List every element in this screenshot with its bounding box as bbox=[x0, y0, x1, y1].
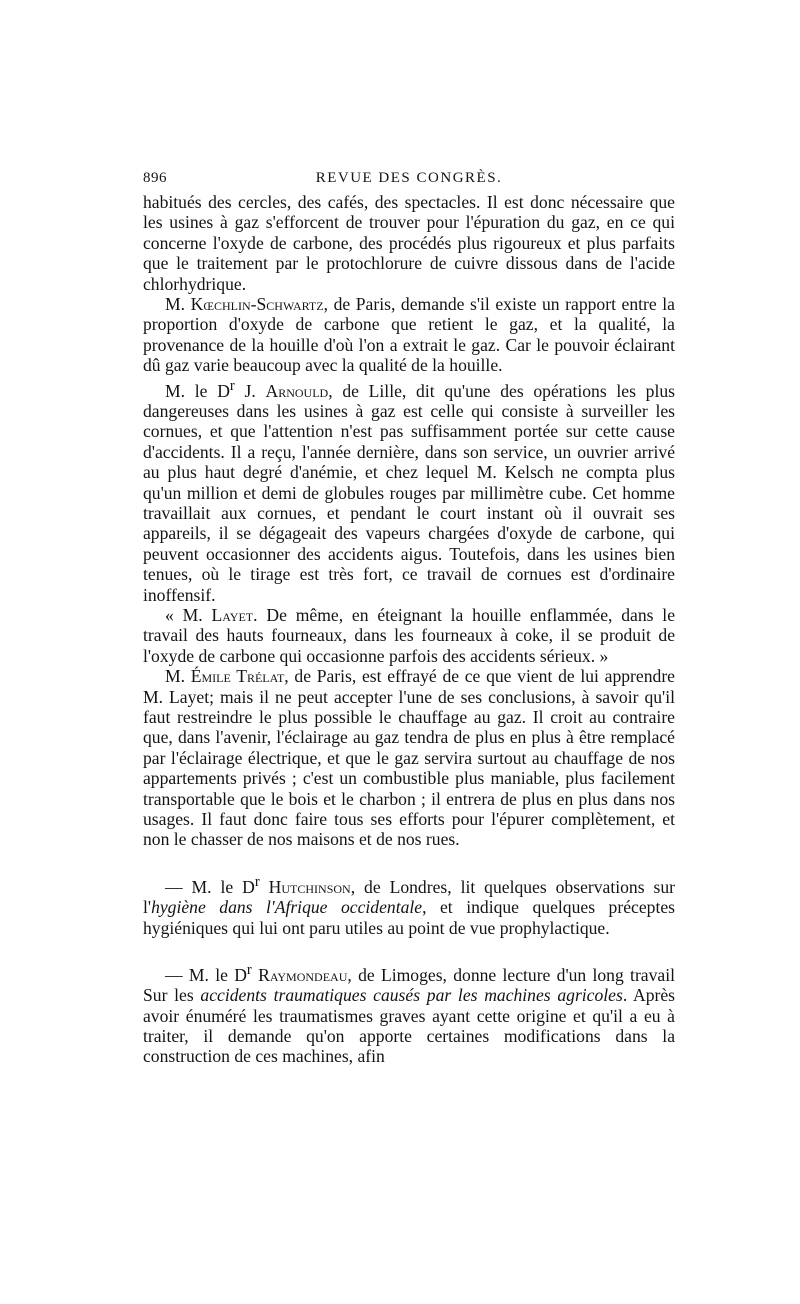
speaker-name: Arnould bbox=[265, 380, 329, 401]
paragraph-trelat: M. Émile Trélat, de Paris, est effrayé de ce que vient de lui apprendre M. Layet; mais il ne peut accepter l'une de ses conclusions, à savoir qu'il faut restreindre le plus possible le chauffage au gaz. Il croit au contraire que, dans l'avenir, l'éclairage au gaz tendra de plus en plus à être remplacé par l'éclairage électrique, et que le gaz servira surtout au chauffage de nos appartements privés ; c'est un combustible plus maniable, plus facilement transportable que le bois et le charbon ; il entrera de plus en plus dans nos usages. Il faut donc faire tous ses efforts pour l'épurer complètement, et non le chasser de nos maisons et de nos rues. bbox=[143, 666, 675, 850]
paragraph-layet: « M. Layet. De même, en éteignant la houille enflammée, dans le travail des hauts fourneaux, dans les fourneaux à coke, il se produit de l'oxyde de carbone qui occasionne parfois des accidents sérieux. » bbox=[143, 604, 676, 666]
paragraph-raymondeau: — M. le $D^r$ Raymondeau, de Limoges, donne lecture d'un long travail Sur les accidents traumatiques causés par les machines agricoles. Après avoir énuméré les traumatismes graves ayant cette origine et qu'il a eu à traiter, il demande qu'on apporte certaines modifications dans la construction de ces machines, afin bbox=[143, 961, 676, 1067]
speaker-name: Layet bbox=[211, 604, 254, 625]
page-number: 896 bbox=[143, 170, 167, 186]
paragraph-koechlin: M. Kœchlin-Schwartz, de Paris, demande s'il existe un rapport entre la proportion d'oxyde de carbone que retient le gaz, et la qualité, la provenance de la houille d'où l'on a extrait le gaz. Car le pouvoir éclairant dû gaz varie beaucoup avec la qualité de la houille. bbox=[143, 294, 675, 376]
work-title: accidents traumatiques causés par les machines agricoles bbox=[200, 985, 623, 1006]
document-page bbox=[143, 168, 675, 1067]
work-title: hygiène dans l'Afrique occidentale bbox=[151, 897, 423, 918]
speaker-name: Raymondeau bbox=[258, 964, 348, 985]
section-gap bbox=[143, 938, 675, 960]
speaker-name: Hutchinson bbox=[268, 876, 351, 897]
paragraph-continuation: habitués des cercles, des cafés, des spectacles. Il est donc nécessaire que les usines à gaz s'efforcent de trouver pour l'épuration du gaz, en ce qui concerne l'oxyde de carbone, des procédés plus rigoureux et plus parfaits que le traitement par le protochlorure de cuivre dissous dans de l'acide chlorhydrique. bbox=[143, 192, 675, 294]
speaker-name: Kœchlin-Schwartz bbox=[190, 294, 324, 315]
paragraph-arnould: M. le $D^r$ J. Arnould, de Lille, dit qu'une des opérations les plus dangereuses dans les usines à gaz est celle qui consiste à surveiller les cornues, et que l'attention n'est pas suffisamment portée sur cette cause d'accidents. Il a reçu, l'année dernière, dans son service, un ouvrier arrivé au plus haut degré d'anémie, et chez lequel M. Kelsch ne compta plus qu'un million et demi de globules rouges par millimètre cube. Cet homme travaillait aux cornues, et pendant le court instant où il ouvrait ses appareils, il se dégageait des vapeurs chargées d'oxyde de carbone, qui peuvent occasionner des accidents aigus. Toutefois, dans les usines bien tenues, où le tirage est très fort, ce travail de cornues est d'ordinaire inoffensif. bbox=[143, 377, 675, 605]
speaker-name: Émile Trélat bbox=[190, 666, 285, 687]
section-gap bbox=[143, 850, 675, 872]
page-header bbox=[143, 168, 675, 192]
running-title: REVUE DES CONGRÈS. bbox=[315, 170, 503, 186]
paragraph-hutchinson: — M. le $D^r$ Hutchinson, de Londres, lit quelques observations sur l'hygiène dans l'Afrique occidentale, et indique quelques préceptes hygiéniques qui lui ont paru utiles au point de vue prophylactique. bbox=[143, 873, 675, 938]
